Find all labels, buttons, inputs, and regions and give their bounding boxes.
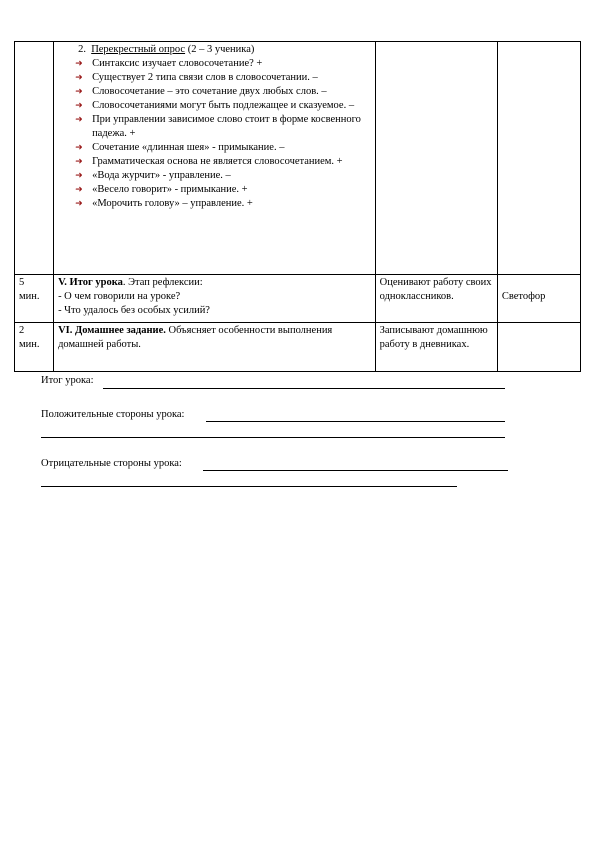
tools-cell [497,275,580,323]
arrow-bullet-icon: ➜ [75,171,83,181]
stage-heading [58,276,371,290]
students-cell: Оценивают работу своих одноклассников. [375,275,497,323]
time-unit: мин. [19,339,40,350]
table-row [15,275,581,323]
arrow-bullet-icon: ➜ [75,73,83,83]
activity-cell [54,275,376,323]
list-item: ➜ «Морочить голову» – управление. + [75,198,253,209]
time-cell [15,42,54,275]
table-row [15,42,581,275]
list-item: ➜ Сочетание «длинная шея» - примыкание. – [75,142,285,153]
list-item: ➜ При управлении зависимое слово стоит в форме косвенного падежа. + [75,114,361,139]
students-cell [375,42,497,275]
students-cell: Записывают домашнюю работу в дневниках. [375,323,497,372]
time-number: 5 [19,277,25,288]
arrow-bullet-icon: ➜ [75,157,83,167]
time-cell [15,275,54,323]
time-unit: мин. [19,291,40,302]
activity-cell [54,323,376,372]
quiz-number: 2. [78,44,86,55]
list-item: ➜ «Вода журчит» - управление. – [75,170,231,181]
list-item: ➜ Словосочетаниями могут быть подлежащее и сказуемое. – [75,100,355,111]
result-line [103,388,505,389]
arrow-bullet-icon: ➜ [75,143,83,153]
stage-title: VI. Домашнее задание. [58,325,166,336]
arrow-bullet-icon: ➜ [75,185,83,195]
quiz-title: Перекрестный опрос [91,44,186,55]
result-label: Итог урока: [41,375,94,386]
list-item: ➜ Словосочетание – это сочетание двух любых слов. – [75,86,327,97]
tools-cell [497,42,580,275]
negative-label: Отрицательные стороны урока: [41,458,182,469]
positive-label: Положительные стороны урока: [41,409,185,420]
arrow-bullet-icon: ➜ [75,199,83,209]
negative-line-2 [41,486,457,487]
lesson-plan-table [14,41,581,372]
tools-cell [497,323,580,372]
positive-line [206,421,505,422]
negative-line [203,470,508,471]
quiz-suffix: (2 – 3 ученика) [185,44,255,55]
arrow-bullet-icon: ➜ [75,115,83,125]
table-row [15,323,581,372]
stage-rest: Объясняет особенности выполнения домашней работы. [58,325,333,350]
stage-title: V. Итог урока [58,277,123,288]
quiz-heading [58,43,371,57]
arrow-bullet-icon: ➜ [75,87,83,97]
question-line: - О чем говорили на уроке? [58,291,181,302]
tool-label: Светофор [501,291,546,302]
time-cell [15,323,54,372]
time-number: 2 [19,325,25,336]
arrow-bullet-icon: ➜ [75,59,83,69]
quiz-list [58,57,371,211]
list-item: ➜ Синтаксис изучает словосочетание? + [75,58,263,69]
positive-line-2 [41,437,505,438]
list-item: ➜ Грамматическая основа не является словосочетанием. + [75,156,343,167]
list-item: ➜ «Весело говорит» - примыкание. + [75,184,248,195]
list-item: ➜ Существует 2 типа связи слов в словосочетании. – [75,72,318,83]
stage-rest: . Этап рефлексии: [122,277,203,288]
question-line: - Что удалось без особых усилий? [58,305,210,316]
activity-cell [54,42,376,275]
arrow-bullet-icon: ➜ [75,101,83,111]
